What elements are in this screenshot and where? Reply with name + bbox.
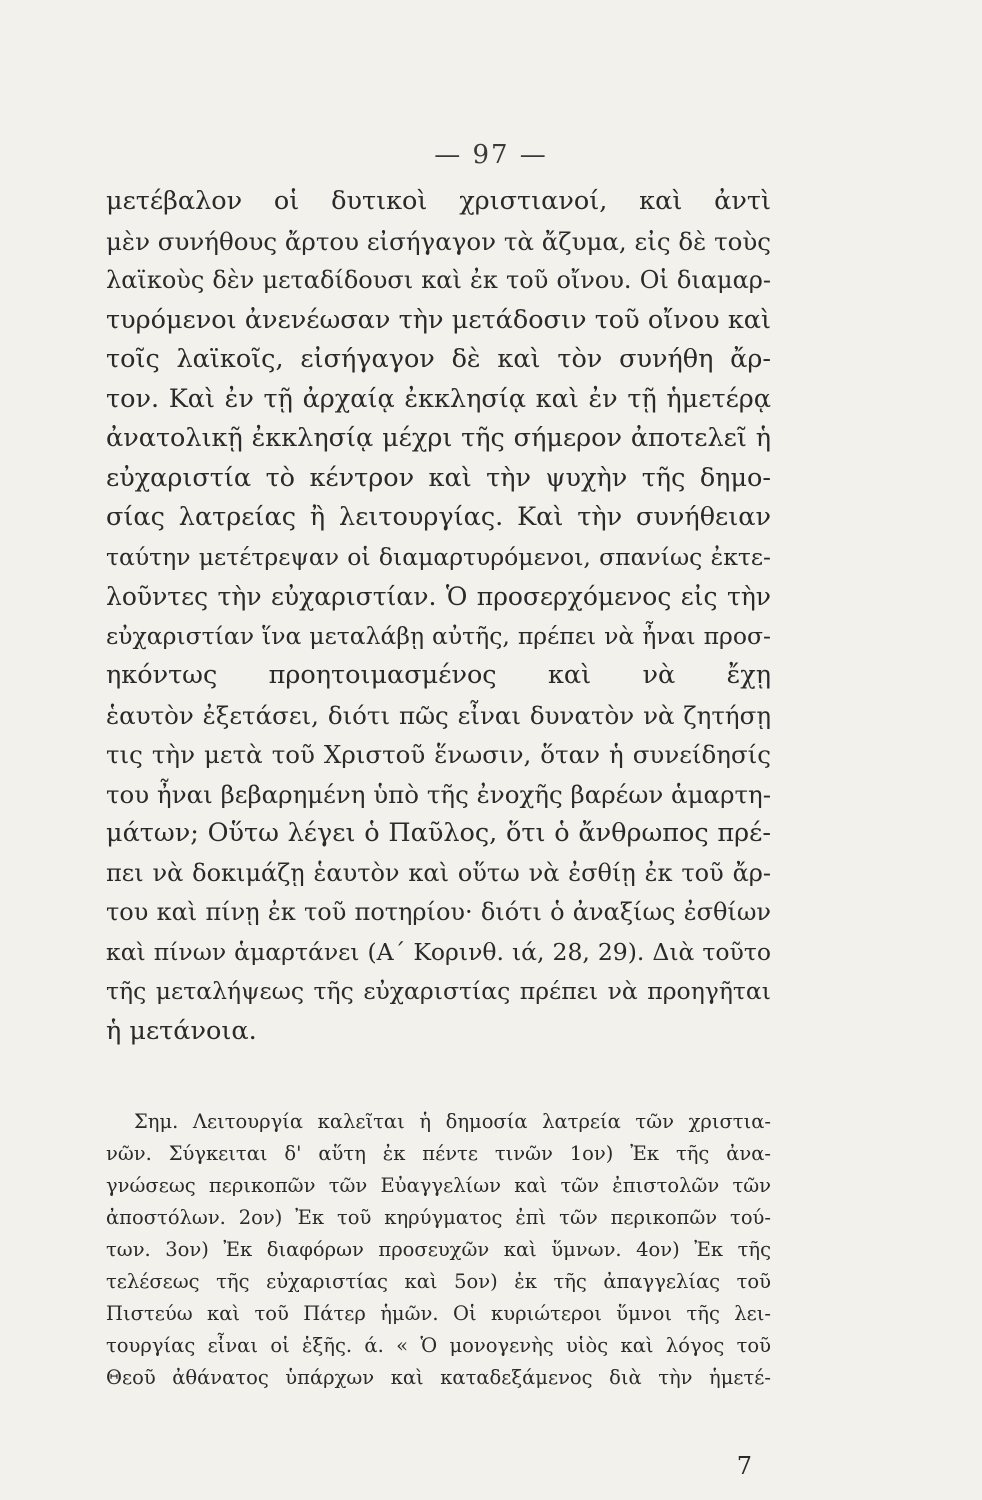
text-line: μετέβαλον οἱ δυτικοὶ χριστιανοί, καὶ ἀντὶ bbox=[106, 186, 771, 216]
text-line: ηκόντως προητοιμασμένος καὶ νὰ ἔχῃ bbox=[106, 660, 771, 690]
text-line: λοῦντες τὴν εὐχαριστίαν. Ὁ προσερχόμενος εἰς τὴν bbox=[106, 582, 771, 611]
text-line: εὐχαριστίαν ἵνα μεταλάβῃ αὐτῆς, πρέπει νὰ ἦναι προσ- bbox=[106, 621, 771, 650]
note-line: Πιστεύω καὶ τοῦ Πάτερ ἡμῶν. Οἱ κυριώτεροι ὕμνοι τῆς λει- bbox=[106, 1302, 771, 1325]
text-line: του ἦναι βεβαρημένη ὑπὸ τῆς ἐνοχῆς βαρέων ἁμαρτη- bbox=[106, 779, 771, 809]
signature-mark: 7 bbox=[736, 1452, 752, 1480]
note-line: γνώσεως περικοπῶν τῶν Εὐαγγελίων καὶ τῶν ἐπιστολῶν τῶν bbox=[106, 1174, 771, 1197]
note-line: Θεοῦ ἀθάνατος ὑπάρχων καὶ καταδεξάμενος διὰ τὴν ἡμετέ- bbox=[106, 1366, 771, 1389]
note-line: τουργίας εἶναι οἱ ἑξῆς. ά. « Ὁ μονογενὴς υἱὸς καὶ λόγος τοῦ bbox=[106, 1334, 771, 1357]
text-line: μὲν συνήθους ἄρτου εἰσήγαγον τὰ ἄζυμα, εἰς δὲ τοὺς bbox=[106, 226, 771, 256]
text-line: ἡ μετάνοια. bbox=[106, 1015, 257, 1046]
text-line: τῆς μεταλήψεως τῆς εὐχαριστίας πρέπει νὰ προηγῆται bbox=[106, 977, 771, 1005]
footnote bbox=[106, 1106, 771, 1394]
note-line: των. 3ον) Ἐκ διαφόρων προσευχῶν καὶ ὕμνων. 4ον) Ἐκ τῆς bbox=[106, 1238, 771, 1261]
note-line: Σημ. Λειτουργία καλεῖται ἡ δημοσία λατρεία τῶν χριστια- bbox=[134, 1110, 771, 1133]
text-line: τοῖς λαϊκοῖς, εἰσήγαγον δὲ καὶ τὸν συνήθη ἄρ- bbox=[106, 344, 771, 374]
text-line: του καὶ πίνῃ ἐκ τοῦ ποτηρίου· διότι ὁ ἀναξίως ἐσθίων bbox=[106, 898, 771, 926]
text-line: πει νὰ δοκιμάζῃ ἑαυτὸν καὶ οὕτω νὰ ἐσθίῃ ἐκ τοῦ ἄρ- bbox=[106, 858, 771, 887]
text-line: ταύτην μετέτρεψαν οἱ διαμαρτυρόμενοι, σπανίως ἐκτε- bbox=[106, 542, 771, 571]
text-line: τον. Καὶ ἐν τῇ ἀρχαίᾳ ἐκκλησίᾳ καὶ ἐν τῇ ἡμετέρᾳ bbox=[106, 383, 771, 414]
text-line: ἀνατολικῇ ἐκκλησίᾳ μέχρι τῆς σήμερον ἀποτελεῖ ἡ bbox=[106, 423, 771, 453]
text-line: σίας λατρείας ἢ λειτουργίας. Καὶ τὴν συνήθειαν bbox=[106, 502, 771, 532]
text-line: εὐχαριστία τὸ κέντρον καὶ τὴν ψυχὴν τῆς δημο- bbox=[106, 462, 771, 493]
text-line: τυρόμενοι ἀνενέωσαν τὴν μετάδοσιν τοῦ οἴνου καὶ bbox=[106, 304, 771, 335]
note-line: νῶν. Σύγκειται δ' αὕτη ἐκ πέντε τινῶν 1ον) Ἐκ τῆς ἀνα- bbox=[106, 1142, 771, 1165]
note-line: τελέσεως τῆς εὐχαριστίας καὶ 5ον) ἐκ τῆς ἀπαγγελίας τοῦ bbox=[106, 1270, 771, 1293]
text-line: ἑαυτὸν ἐξετάσει, διότι πῶς εἶναι δυνατὸν νὰ ζητήσῃ bbox=[106, 700, 771, 730]
text-line: μάτων; Οὕτω λέγει ὁ Παῦλος, ὅτι ὁ ἄνθρωπος πρέ- bbox=[106, 818, 771, 848]
text-line: τις τὴν μετὰ τοῦ Χριστοῦ ἕνωσιν, ὅταν ἡ συνείδησίς bbox=[106, 740, 771, 769]
text-line: καὶ πίνων ἁμαρτάνει (Α΄ Κορινθ. ιά, 28, 29). Διὰ τοῦτο bbox=[106, 937, 771, 966]
page-number: — 97 — bbox=[434, 140, 548, 170]
note-line: ἀποστόλων. 2ον) Ἐκ τοῦ κηρύγματος ἐπὶ τῶν περικοπῶν τού- bbox=[106, 1206, 771, 1229]
text-line: λαϊκοὺς δὲν μεταδίδουσι καὶ ἐκ τοῦ οἴνου. Οἱ διαμαρ- bbox=[106, 266, 771, 294]
main-text bbox=[106, 182, 771, 1051]
